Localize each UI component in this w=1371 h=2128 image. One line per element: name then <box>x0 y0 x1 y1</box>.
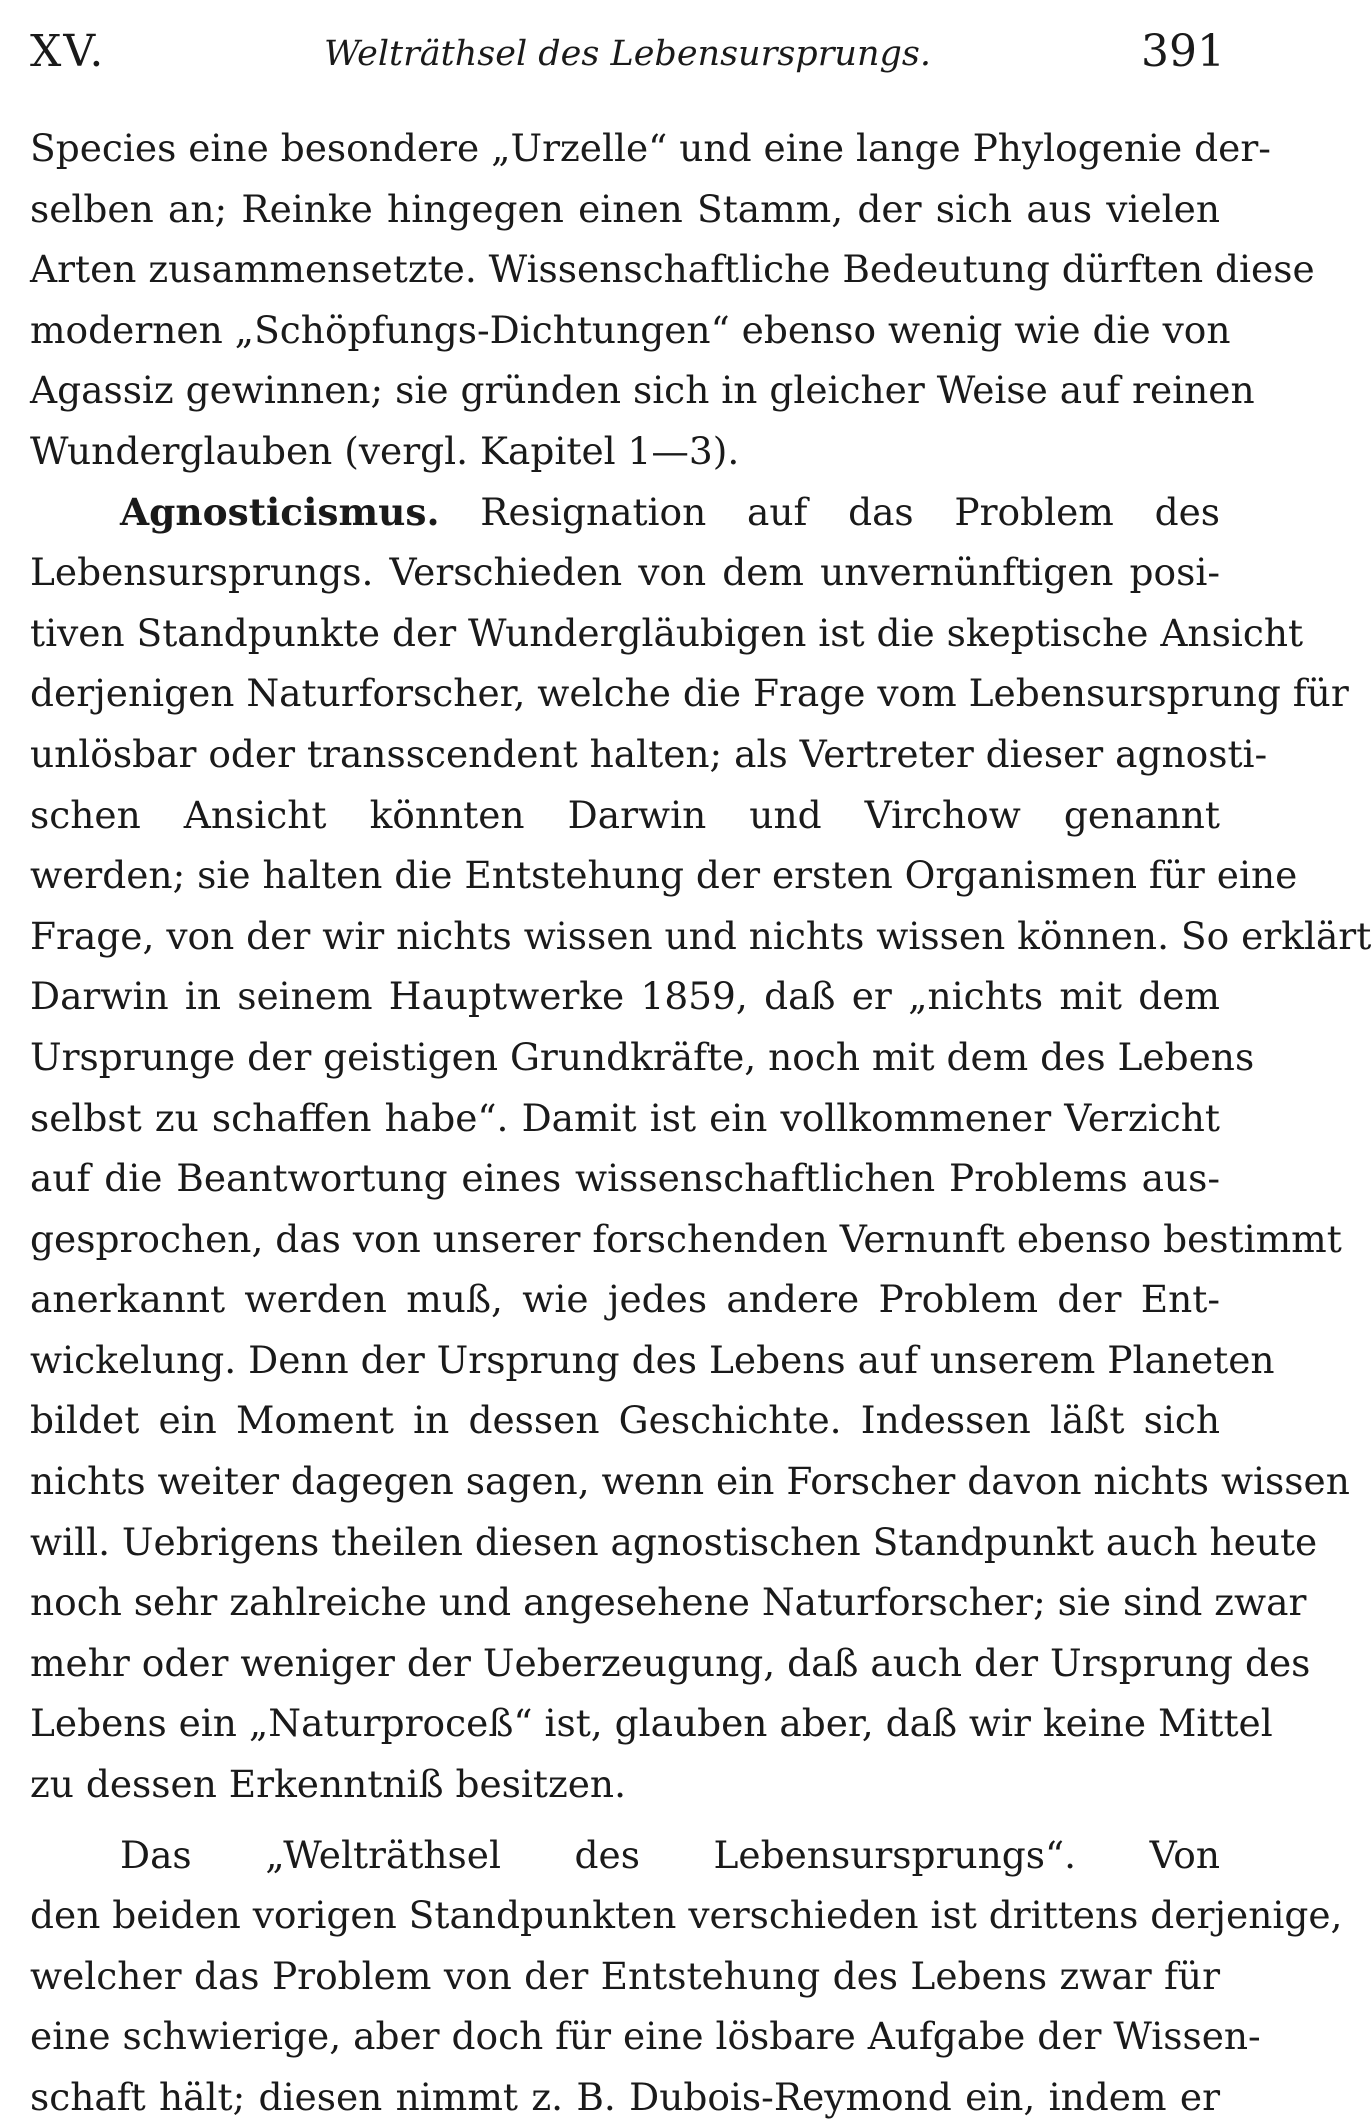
text-line: Ursprunge der geistigen Grundkräfte, noch mit dem des Lebens <box>30 1034 1255 1079</box>
text-line: Wunderglauben (vergl. Kapitel 1—3). <box>30 428 740 473</box>
text-line: auf die Beantwortung eines wissenschaftlichen Problems aus- <box>30 1156 1220 1201</box>
text-line: selben an; Reinke hingegen einen Stamm, der sich aus vielen <box>30 186 1220 231</box>
paragraph-gap <box>30 1815 1220 1825</box>
text-line: tiven Standpunkte der Wundergläubigen ist die skeptische Ansicht <box>30 610 1304 655</box>
text-line: bildet ein Moment in dessen Geschichte. Indessen läßt sich <box>30 1398 1220 1443</box>
text-line: noch sehr zahlreiche und angesehene Naturforscher; sie sind zwar <box>30 1580 1307 1625</box>
text-line: anerkannt werden muß, wie jedes andere Problem der Ent- <box>30 1277 1220 1322</box>
text-line: will. Uebrigens theilen diesen agnostischen Standpunkt auch heute <box>30 1519 1318 1564</box>
text-line: Lebens ein „Naturproceß“ ist, glauben aber, daß wir keine Mittel <box>30 1701 1273 1746</box>
paragraph-2 <box>30 482 1371 1815</box>
text-line: eine schwierige, aber doch für eine lösbare Aufgabe der Wissen- <box>30 2014 1261 2059</box>
paragraph-heading-line: Das „Welträthsel des Lebensursprungs“. Von <box>120 1832 1220 1877</box>
text-line: Lebensursprungs. Verschieden von dem unvernünftigen posi- <box>30 550 1220 595</box>
text-line: wickelung. Denn der Ursprung des Lebens auf unserem Planeten <box>30 1337 1275 1382</box>
text-line: schen Ansicht könnten Darwin und Virchow genannt <box>30 792 1220 837</box>
paragraph-1 <box>30 118 1315 482</box>
text-line: Frage, von der wir nichts wissen und nichts wissen können. So erklärt <box>30 913 1371 958</box>
text-line: Species eine besondere „Urzelle“ und eine lange Phylogenie der- <box>30 126 1271 170</box>
chapter-number: XV. <box>30 26 106 77</box>
text-line: mehr oder weniger der Ueberzeugung, daß auch der Ursprung des <box>30 1640 1311 1685</box>
section-heading: Agnosticismus. <box>120 489 440 534</box>
page-number: 391 <box>1141 26 1225 77</box>
text-line: unlösbar oder transscendent halten; als Vertreter dieser agnosti- <box>30 731 1268 776</box>
text-line: derjenigen Naturforscher, welche die Frage vom Lebensursprung für <box>30 671 1349 716</box>
text-line: schaft hält; diesen nimmt z. B. Dubois-Reymond ein, indem er <box>30 2075 1220 2119</box>
text-line: zu dessen Erkenntniß besitzen. <box>30 1762 627 1807</box>
text-run: Resignation auf das Problem des <box>480 489 1221 534</box>
page-header <box>30 22 1225 92</box>
running-title: Welträthsel des Lebensursprungs. <box>323 34 931 74</box>
text-line: den beiden vorigen Standpunkten verschieden ist drittens derjenige, <box>30 1893 1343 1938</box>
text-line: gesprochen, das von unserer forschenden Vernunft ebenso bestimmt <box>30 1216 1342 1261</box>
text-line: selbst zu schaffen habe“. Damit ist ein vollkommener Verzicht <box>30 1095 1220 1140</box>
paragraph-3 <box>30 1825 1343 2128</box>
text-line: Arten zusammensetzte. Wissenschaftliche Bedeutung dürften diese <box>30 247 1315 292</box>
paragraph-heading-line <box>30 482 1220 543</box>
text-line: nichts weiter dagegen sagen, wenn ein Forscher davon nichts wissen <box>30 1459 1350 1504</box>
text-line: werden; sie halten die Entstehung der ersten Organismen für eine <box>30 853 1298 898</box>
text-line: welcher das Problem von der Entstehung des Lebens zwar für <box>30 1953 1220 1998</box>
body-text <box>30 118 1371 2128</box>
text-line: Agassiz gewinnen; sie gründen sich in gleicher Weise auf reinen <box>30 368 1255 413</box>
text-line: modernen „Schöpfungs-Dichtungen“ ebenso wenig wie die von <box>30 307 1231 352</box>
text-line: Darwin in seinem Hauptwerke 1859, daß er „nichts mit dem <box>30 974 1220 1019</box>
